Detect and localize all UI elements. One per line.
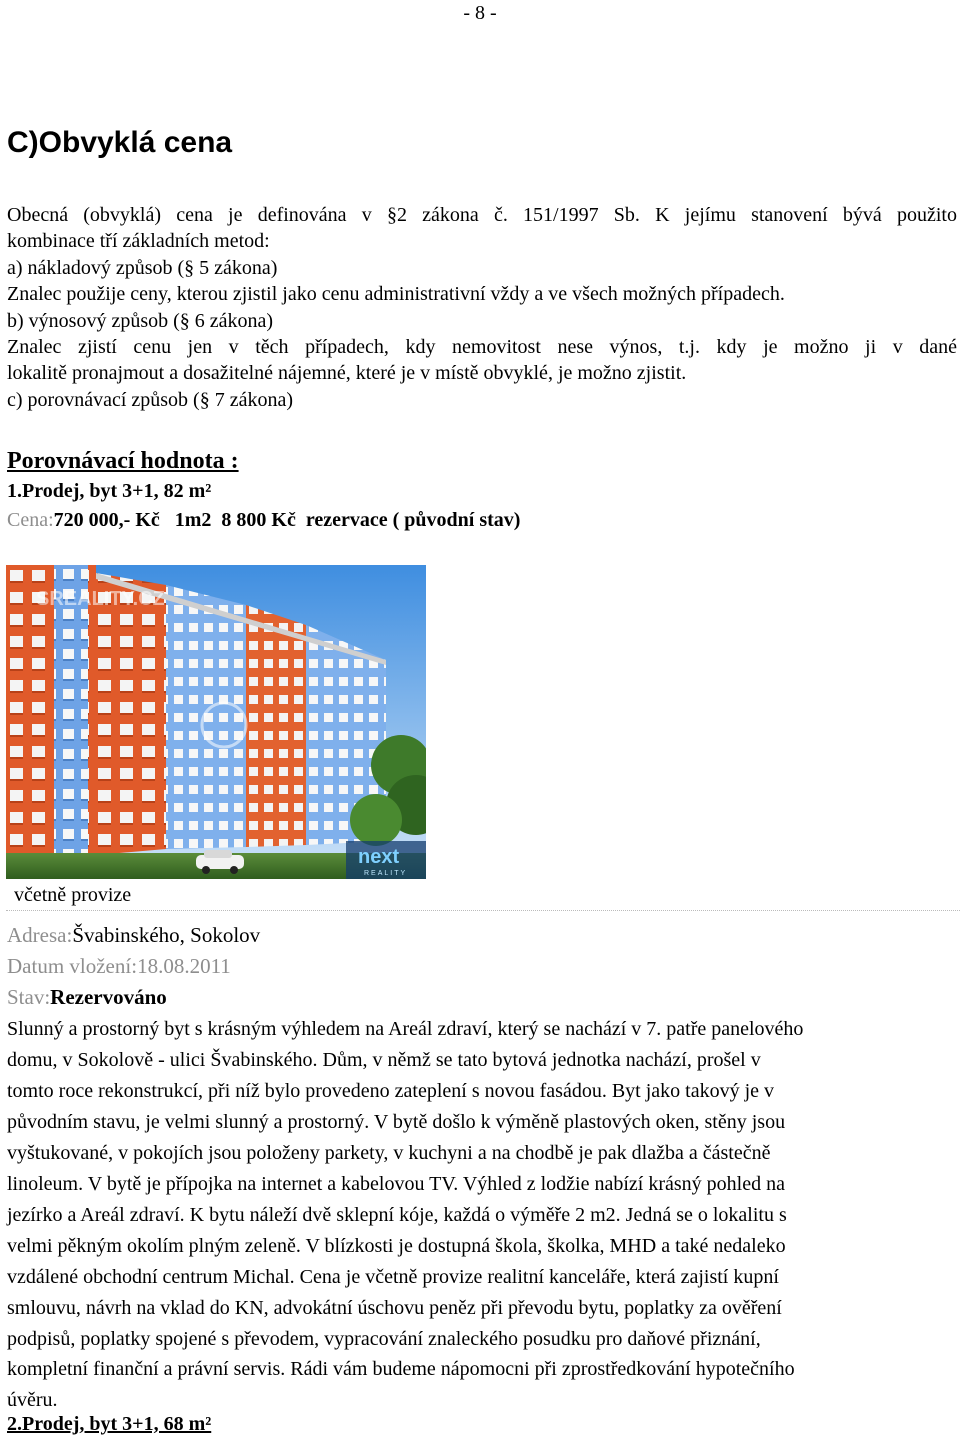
listing1-description xyxy=(7,1014,957,1416)
building-photo xyxy=(6,565,426,879)
listing1-address xyxy=(7,923,260,948)
description-line: velmi pěkným okolím plným zeleně. V blízkosti je dostupná škola, školka, MHD a také nedaleko xyxy=(7,1234,786,1257)
address-value: Švabinského, Sokolov xyxy=(72,923,261,947)
date-value: 18.08.2011 xyxy=(137,954,231,978)
description-line: úvěru. xyxy=(7,1389,58,1412)
dotted-divider xyxy=(6,910,960,911)
date-label: Datum vložení: xyxy=(7,954,138,978)
description-line: původním stavu, je velmi slunný a prostorný. V bytě došlo k výměně plastových oken, stěny jsou xyxy=(7,1110,786,1133)
description-line: smlouvu, návrh na vklad do KN, advokátní úschovu peněz při převodu bytu, poplatky za ověření xyxy=(7,1296,782,1319)
description-line: vyštukované, v pokojích jsou položeny parkety, v kuchyni a na chodbě je pak dlažba a částečně xyxy=(7,1141,771,1164)
description-line: podpisů, poplatky spojené s převodem, vypracování znaleckého posudku pro daňové přiznání, xyxy=(7,1327,761,1350)
including-commission: včetně provize xyxy=(14,884,132,906)
section-heading: C)Obvyklá cena xyxy=(7,126,233,159)
intro-line: a) nákladový způsob (§ 5 zákona) xyxy=(7,256,278,279)
description-line: domu, v Sokolově - ulici Švabinského. Dům, v němž se tato bytová jednotka nachází, prošel v xyxy=(7,1048,761,1071)
description-line: jezírko a Areál zdraví. K bytu náleží dvě sklepní kóje, každá o výměře 2 m2. Jedná se o lokalitu s xyxy=(7,1203,787,1226)
status-value: Rezervováno xyxy=(50,985,167,1009)
intro-line: Obecná (obvyklá) cena je definována v §2 zákona č. 151/1997 Sb. K jejímu stanovení bývá použito xyxy=(7,204,957,226)
intro-line: c) porovnávací způsob (§ 7 zákona) xyxy=(7,388,293,411)
status-label: Stav: xyxy=(7,985,51,1009)
description-line: tomto roce rekonstrukcí, při níž bylo provedeno zateplení s novou fasádou. Byt jako takový je v xyxy=(7,1079,775,1102)
intro-text xyxy=(7,202,957,413)
photo-logo-sub: REALITY xyxy=(364,870,408,877)
listing1-price xyxy=(7,509,520,532)
page-number: - 8 - xyxy=(463,2,497,24)
price-value: 720 000,- Kč 1m2 8 800 Kč rezervace ( původní stav) xyxy=(53,509,521,531)
description-line: linoleum. V bytě je přípojka na internet a kabelovou TV. Výhled z lodžie nabízí krásný pohled na xyxy=(7,1172,785,1195)
comparison-heading xyxy=(7,448,239,475)
intro-line: Znalec zjistí cenu jen v těch případech, kdy nemovitost nese výnos, t.j. kdy je možno ji v dané xyxy=(7,336,957,359)
listing2-title: 2.Prodej, byt 3+1, 68 m² xyxy=(7,1413,212,1435)
address-label: Adresa: xyxy=(7,923,73,947)
description-line: Slunný a prostorný byt s krásným výhledem na Areál zdraví, který se nachází v 7. patře panelového xyxy=(7,1018,804,1040)
photo-logo: next xyxy=(358,846,400,868)
comparison-heading-text: Porovnávací hodnota : xyxy=(7,448,239,474)
photo-watermark: SREALITY.CZ xyxy=(36,588,165,610)
price-label: Cena: xyxy=(7,509,54,531)
intro-line: b) výnosový způsob (§ 6 zákona) xyxy=(7,309,274,332)
description-line: kompletní finanční a právní servis. Rádi vám budeme nápomocni při zprostředkování hypotečního xyxy=(7,1358,795,1381)
intro-line: kombinace tří základních metod: xyxy=(7,230,270,253)
listing1-date xyxy=(7,954,231,979)
intro-line: Znalec použije ceny, kterou zjistil jako cenu administrativní vždy a ve všech možných případech. xyxy=(7,283,785,306)
description-line: vzdálené obchodní centrum Michal. Cena je včetně provize realitní kanceláře, která zajistí kupní xyxy=(7,1265,779,1288)
listing1-title: 1.Prodej, byt 3+1, 82 m² xyxy=(7,480,212,502)
listing1-status xyxy=(7,985,167,1010)
intro-line: lokalitě pronajmout a dosažitelné nájemné, které je v místě obvyklé, je možno zjistit. xyxy=(7,362,687,385)
